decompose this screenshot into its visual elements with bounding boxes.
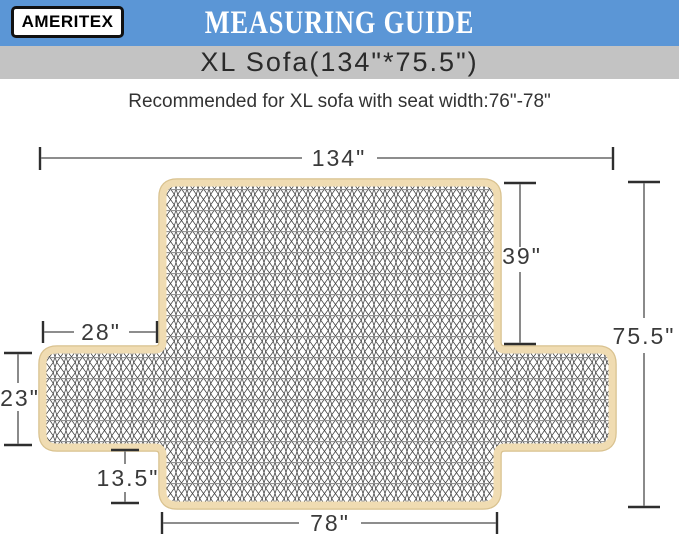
dim-total-width — [40, 145, 613, 171]
dim-back-height — [502, 183, 542, 344]
dim-label-back-height: 39" — [502, 243, 542, 269]
page-title: MEASURING GUIDE — [204, 5, 475, 41]
dim-seat-front-width — [162, 510, 497, 536]
dim-label-seat-front-width: 78" — [310, 510, 350, 536]
dim-total-height — [613, 182, 676, 507]
recommendation-note: Recommended for XL sofa with seat width:76"-78" — [128, 91, 551, 112]
brand-logo-text: AMERITEX — [21, 12, 114, 31]
dim-arm-side-height — [0, 353, 40, 445]
dim-label-total-width: 134" — [311, 145, 367, 171]
dim-label-total-height: 75.5" — [612, 323, 676, 349]
dim-label-arm-width: 28" — [81, 319, 121, 345]
dim-label-arm-side-height: 23" — [0, 385, 40, 411]
dim-label-front-skirt-height: 13.5" — [96, 465, 160, 491]
dim-arm-width — [43, 319, 157, 345]
size-label: XL Sofa(134"*75.5") — [200, 47, 479, 77]
dim-front-skirt-height — [97, 450, 160, 503]
